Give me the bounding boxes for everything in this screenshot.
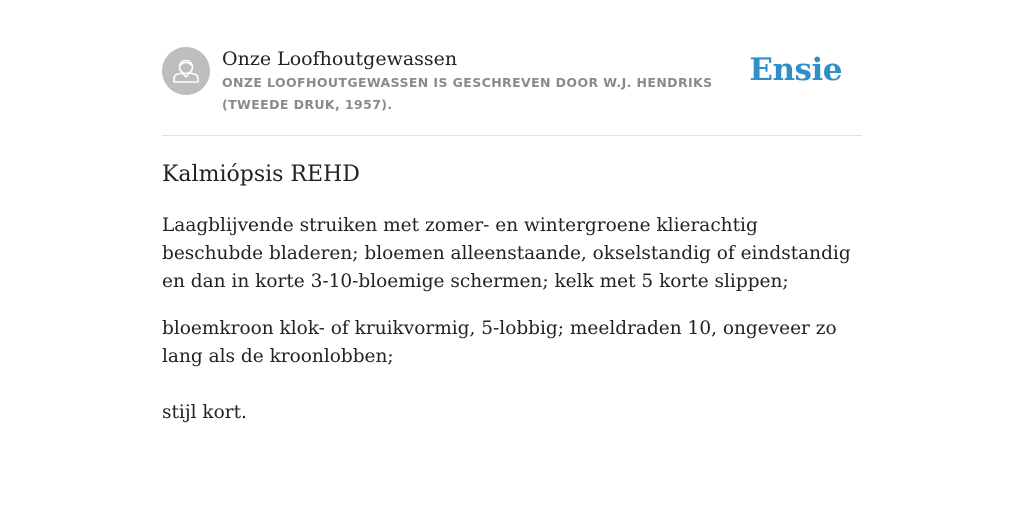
book-title[interactable]: Onze Loofhoutgewassen: [222, 48, 458, 70]
ensie-logo[interactable]: Ensie: [749, 52, 842, 88]
entry-title: Kalmiópsis REHD: [162, 162, 360, 187]
entry-paragraph-2: bloemkroon klok- of kruikvormig, 5-lobbig; meeldraden 10, ongeveer zo lang als de kroonlobben;: [162, 318, 837, 367]
source-header: [162, 44, 862, 136]
entry-paragraph-1: Laagblijvende struiken met zomer- en wintergroene klierachtig beschubde bladeren; bloemen alleenstaande, okselstandig of eindstandig en dan in korte 3-10-bloemige schermen; kelk met 5 korte slippen;: [162, 215, 851, 292]
entry-paragraph-3: stijl kort.: [162, 402, 247, 423]
user-icon: [162, 47, 210, 95]
book-description: ONZE LOOFHOUTGEWASSEN IS GESCHREVEN DOOR W.J. HENDRIKS (TWEEDE DRUK, 1957).: [222, 75, 713, 112]
avatar: [162, 47, 210, 95]
